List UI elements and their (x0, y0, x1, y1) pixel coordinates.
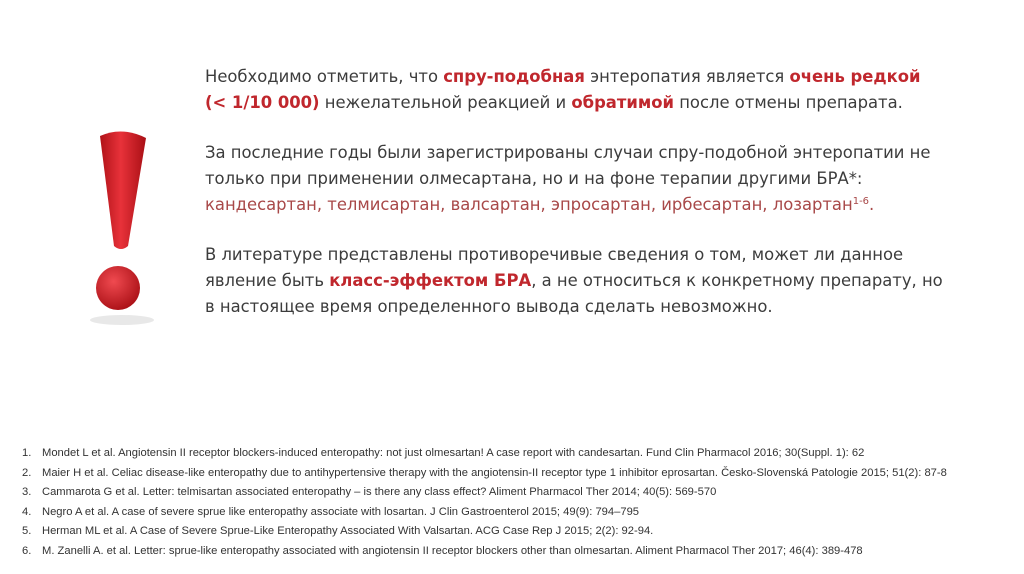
reference-number: 4. (22, 505, 32, 518)
reference-item (22, 464, 1012, 484)
highlight-very-rare: очень редкой (789, 67, 921, 86)
reference-item (22, 503, 1012, 523)
main-text (205, 64, 945, 344)
reference-list (22, 444, 1012, 561)
drug-list: кандесартан, телмисартан, валсартан, эпросартан, ирбесартан, лозартан (205, 195, 853, 214)
reference-number: 3. (22, 486, 32, 498)
paragraph-rarity (205, 64, 945, 116)
exclamation-mark-icon (80, 128, 160, 328)
text-segment: энтеропатия является (584, 67, 790, 86)
text-segment: , а не относиться к конкретному препарату, но в настоящее время определенного вывода сделать невозможно. (205, 271, 943, 316)
reference-text: M. Zanelli A. et al. Letter: sprue-like enteropathy associated with angiotensin II receptor blockers other than olmesartan. Aliment Pharmacol Ther 2017; 46(4): 389-478 (42, 544, 863, 557)
text-segment: Необходимо отметить, что (205, 67, 444, 86)
reference-text: Negro A et al. A case of severe sprue like enteropathy associate with losartan. J Clin Gastroenterol 2015; 49(9): 794–795 (42, 505, 640, 518)
reference-item (22, 444, 1012, 464)
reference-text: Herman ML et al. A Case of Severe Sprue-Like Enteropathy Associated With Valsartan. ACG Case Rep J 2015; 2(2): 92-94. (42, 525, 654, 537)
reference-text: Cammarota G et al. Letter: telmisartan associated enteropathy – is there any class effect? Aliment Pharmacol Ther 2014; 40(5): 569-570 (42, 486, 717, 498)
reference-number: 2. (22, 466, 32, 479)
reference-text: Mondet L et al. Angiotensin II receptor blockers-induced enteropathy: not just olmesartan! A case report with candesartan. Fund Clin Pharmacol 2016; 30(Suppl. 1): 62 (42, 447, 865, 459)
reference-number: 6. (22, 544, 32, 557)
reference-text: Maier H et al. Celiac disease-like enteropathy due to antihypertensive therapy with the angiotensin-II receptor type 1 inhibitor eprosartan. Česko-Slovenská Patologie 2015; 51(2): 87-8 (42, 466, 947, 479)
highlight-reversible: обратимой (571, 93, 674, 112)
reference-item (22, 522, 1012, 542)
highlight-sprue-like: спру-подобная (443, 67, 585, 86)
text-segment: В литературе представлены противоречивые сведения о том, может ли данное явление быть (205, 245, 904, 290)
paragraph-cases (205, 140, 945, 218)
text-segment: За последние годы были зарегистрированы случаи спру-подобной энтеропатии не только при применении олмесартана, но и на фоне терапии другими БРА*: (205, 143, 931, 188)
highlight-class-effect: класс-эффектом БРА (329, 271, 532, 290)
text-segment: нежелательной реакцией и (319, 93, 572, 112)
reference-superscript: 1-6 (852, 196, 870, 207)
text-segment: . (869, 195, 875, 214)
paragraph-class-effect (205, 242, 945, 320)
text-segment: после отмены препарата. (674, 93, 903, 112)
reference-item (22, 483, 1012, 503)
reference-number: 1. (22, 447, 32, 459)
reference-item (22, 542, 1012, 562)
highlight-frequency: (< 1/10 000) (205, 93, 320, 112)
reference-number: 5. (22, 525, 32, 537)
